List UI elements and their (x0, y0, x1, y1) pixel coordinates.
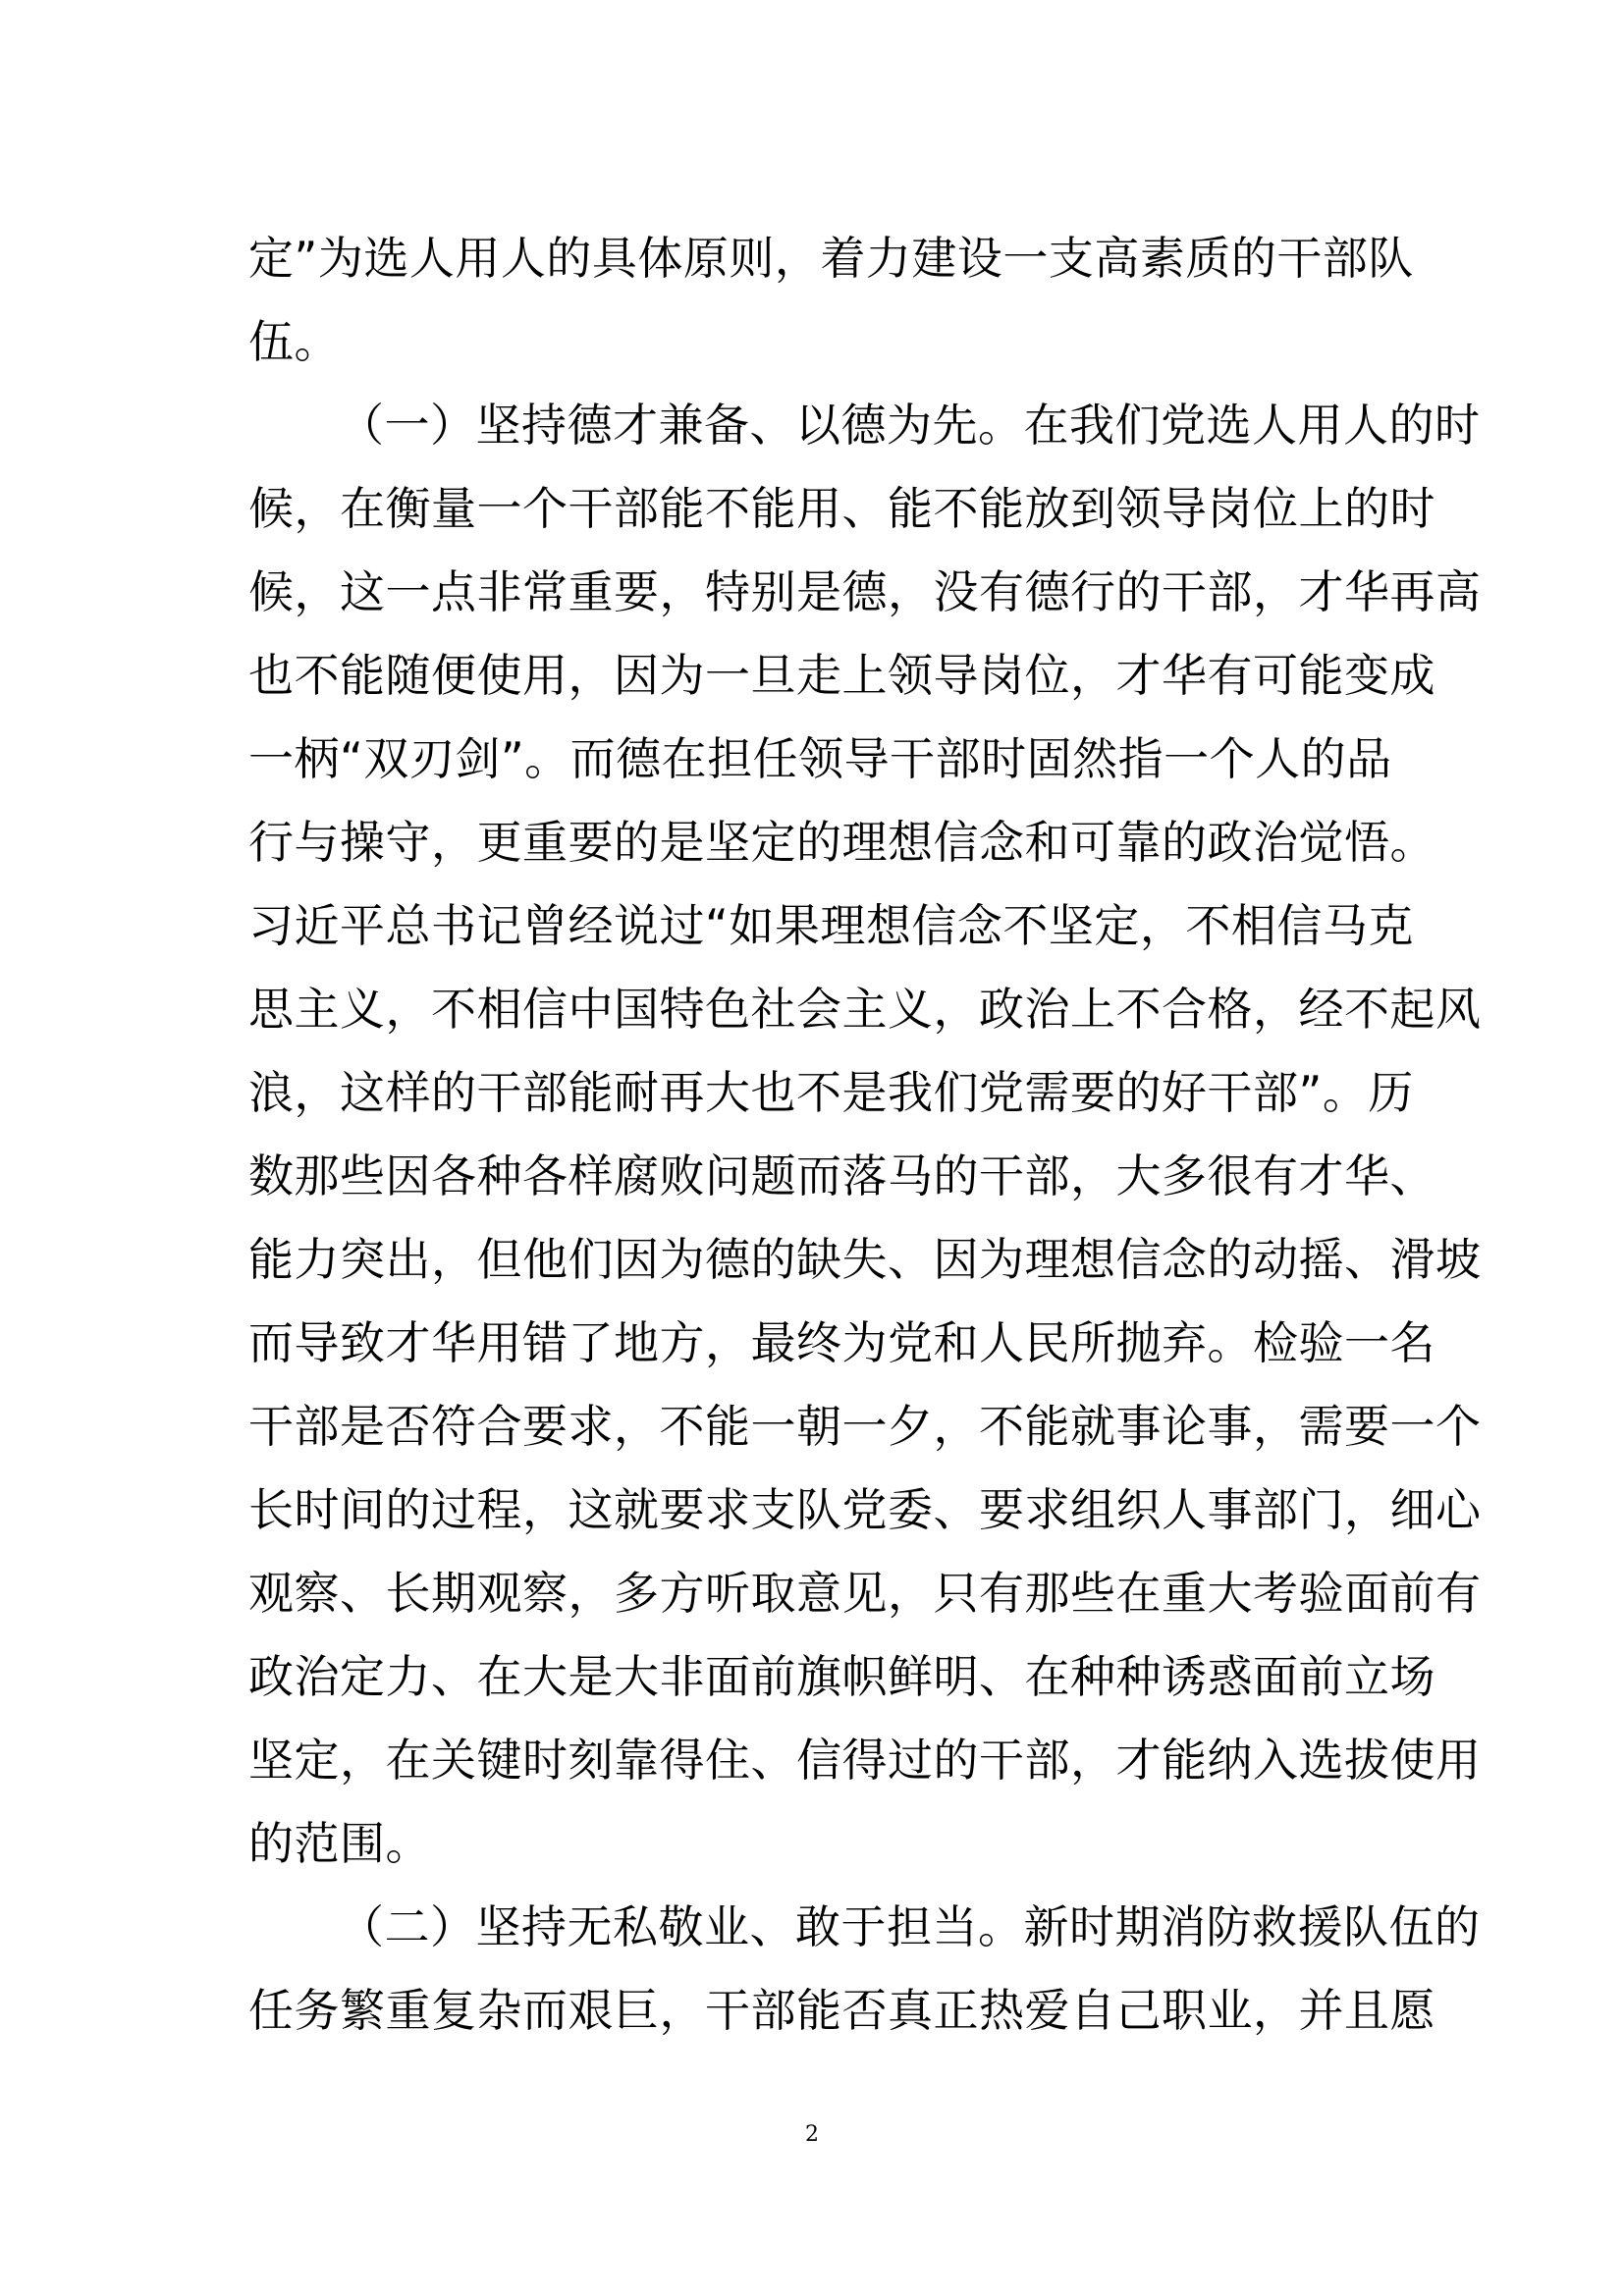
text-line: 而导致才华用错了地方，最终为党和人民所抛弃。检验一名 (248, 1316, 1435, 1369)
text-line: 坚定，在关键时刻靠得住、信得过的干部，才能纳入选拔使用 (248, 1734, 1482, 1787)
text-line: 长时间的过程，这就要求支队党委、要求组织人事部门，细心 (248, 1483, 1482, 1536)
text-line: 数那些因各种各样腐败问题而落马的干部，大多很有才华、 (248, 1149, 1435, 1202)
text-line: 候，在衡量一个干部能不能用、能不能放到领导岗位上的时 (248, 482, 1435, 535)
text-line: 浪，这样的干部能耐再大也不是我们党需要的好干部”。历 (248, 1066, 1414, 1119)
paragraph-heading-2: （二）坚持无私敬业、敢于担当。新时期消防救援队伍的 (339, 1900, 1481, 1953)
text-line: 的范围。 (248, 1817, 431, 1870)
text-line: 思主义，不相信中国特色社会主义，政治上不合格，经不起风 (248, 983, 1482, 1036)
text-line: 习近平总书记曾经说过“如果理想信念不坚定，不相信马克 (248, 899, 1414, 952)
text-line: 任务繁重复杂而艰巨，干部能否真正热爱自己职业，并且愿 (248, 1984, 1435, 2037)
text-line: 伍。 (248, 315, 340, 368)
text-line: 定”为选人用人的具体原则，着力建设一支高素质的干部队 (248, 232, 1414, 285)
text-line: 干部是否符合要求，不能一朝一夕，不能就事论事，需要一个 (248, 1400, 1482, 1453)
page-number: 2 (805, 2122, 819, 2147)
text-line: 一柄“双刃剑”。而德在担任领导干部时固然指一个人的品 (248, 732, 1392, 785)
text-line: 能力突出，但他们因为德的缺失、因为理想信念的动摇、滑坡 (248, 1233, 1482, 1286)
text-line: 也不能随便使用，因为一旦走上领导岗位，才华有可能变成 (248, 649, 1435, 702)
text-line: 候，这一点非常重要，特别是德，没有德行的干部，才华再高 (248, 565, 1482, 618)
text-line: 行与操守，更重要的是坚定的理想信念和可靠的政治觉悟。 (248, 816, 1435, 869)
text-line: 政治定力、在大是大非面前旗帜鲜明、在种种诱惑面前立场 (248, 1650, 1435, 1703)
text-line: 观察、长期观察，多方听取意见，只有那些在重大考验面前有 (248, 1567, 1482, 1620)
paragraph-heading-1: （一）坚持德才兼备、以德为先。在我们党选人用人的时 (339, 399, 1481, 452)
